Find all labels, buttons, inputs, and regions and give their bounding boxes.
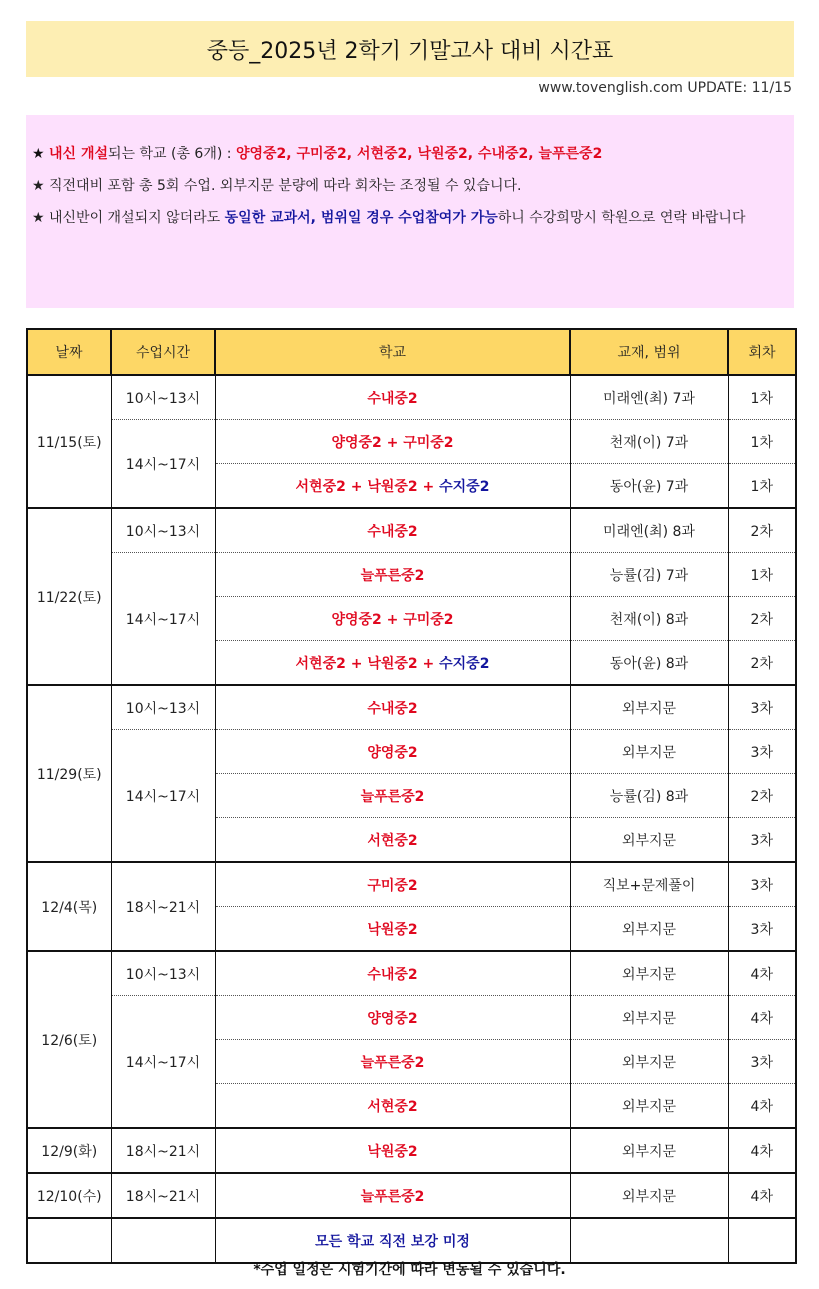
round-cell: 2차 (728, 597, 796, 641)
school-name: 수지중2 (439, 478, 490, 495)
table-row (27, 375, 796, 420)
notice-text: 되는 학교 (총 6개) : (108, 146, 236, 162)
time-cell: 14시~17시 (111, 730, 215, 863)
notice-text: ★ 내신반이 개설되지 않더라도 (32, 210, 225, 226)
round-cell: 3차 (728, 818, 796, 863)
book-cell: 미래엔(최) 8과 (570, 508, 728, 553)
school-cell (215, 464, 570, 509)
round-cell: 3차 (728, 862, 796, 907)
notice-text: 하니 수강희망시 학원으로 연락 바랍니다 (497, 210, 746, 226)
school-cell (215, 774, 570, 818)
book-cell: 미래엔(최) 7과 (570, 375, 728, 420)
school-cell (215, 862, 570, 907)
table-row (27, 951, 796, 996)
school-name: 서현중2 (367, 832, 418, 849)
table-row (27, 1128, 796, 1173)
notice-school-list: 양영중2, 구미중2, 서현중2, 낙원중2, 수내중2, 늘푸른중2 (235, 146, 603, 162)
time-cell (111, 1218, 215, 1263)
notice-box (26, 115, 794, 308)
notice-line-2: ★ 직전대비 포함 총 5회 수업. 외부지문 분량에 따라 회차는 조정될 수 있습니다. (32, 178, 522, 194)
school-cell (215, 508, 570, 553)
header-time: 수업시간 (111, 329, 215, 375)
school-cell (215, 818, 570, 863)
round-cell: 1차 (728, 375, 796, 420)
round-cell: 1차 (728, 553, 796, 597)
school-name: 늘푸른중2 (360, 1054, 425, 1071)
header-round: 회차 (728, 329, 796, 375)
round-cell: 3차 (728, 730, 796, 774)
book-cell: 외부지문 (570, 1084, 728, 1129)
book-cell: 외부지문 (570, 818, 728, 863)
table-row (27, 996, 796, 1040)
round-cell: 4차 (728, 1128, 796, 1173)
round-cell: 1차 (728, 420, 796, 464)
footnote: *수업 일정은 시험기간에 따라 변동될 수 있습니다. (253, 1262, 566, 1278)
school-name: 서현중2 (367, 1098, 418, 1115)
school-name: 수내중2 (367, 966, 418, 983)
table-row (27, 553, 796, 597)
book-cell: 직보+문제풀이 (570, 862, 728, 907)
date-cell: 11/29(토) (27, 685, 111, 862)
school-name: 늘푸른중2 (360, 567, 425, 584)
time-cell: 14시~17시 (111, 996, 215, 1129)
header-book: 교재, 범위 (570, 329, 728, 375)
time-cell: 14시~17시 (111, 420, 215, 509)
date-cell: 12/6(토) (27, 951, 111, 1128)
date-cell: 12/9(화) (27, 1128, 111, 1173)
book-cell: 외부지문 (570, 1173, 728, 1218)
book-cell (570, 1218, 728, 1263)
date-cell: 11/22(토) (27, 508, 111, 685)
time-cell: 10시~13시 (111, 508, 215, 553)
notice-line-3 (32, 209, 786, 227)
school-name: 늘푸른중2 (360, 788, 425, 805)
school-name: 양영중2 (367, 1010, 418, 1027)
book-cell: 동아(윤) 7과 (570, 464, 728, 509)
date-cell: 12/4(목) (27, 862, 111, 951)
round-cell: 3차 (728, 685, 796, 730)
round-cell: 4차 (728, 951, 796, 996)
date-cell: 11/15(토) (27, 375, 111, 508)
table-header-row (27, 329, 796, 375)
school-name: 수내중2 (367, 390, 418, 407)
site-update-text: www.tovenglish.com UPDATE: 11/15 (538, 80, 792, 96)
page-title: 중등_2025년 2학기 기말고사 대비 시간표 (206, 38, 614, 64)
school-cell (215, 907, 570, 952)
school-name: 수내중2 (367, 700, 418, 717)
table-row (27, 420, 796, 464)
book-cell: 외부지문 (570, 685, 728, 730)
round-cell: 2차 (728, 508, 796, 553)
time-cell: 10시~13시 (111, 951, 215, 996)
school-cell (215, 597, 570, 641)
round-cell: 1차 (728, 464, 796, 509)
school-cell (215, 1084, 570, 1129)
school-name: 낙원중2 (367, 921, 418, 938)
table-row (27, 862, 796, 907)
round-cell: 3차 (728, 1040, 796, 1084)
schedule-table (26, 328, 797, 1264)
time-cell: 14시~17시 (111, 553, 215, 686)
date-cell (27, 1218, 111, 1263)
time-cell: 10시~13시 (111, 685, 215, 730)
school-cell (215, 1040, 570, 1084)
table-row (27, 685, 796, 730)
school-name: 양영중2 + 구미중2 (331, 434, 454, 451)
table-row (27, 508, 796, 553)
header-date: 날짜 (27, 329, 111, 375)
star-icon: ★ (32, 146, 45, 162)
table-row (27, 730, 796, 774)
time-cell: 18시~21시 (111, 1173, 215, 1218)
book-cell: 능률(김) 8과 (570, 774, 728, 818)
time-cell: 18시~21시 (111, 1128, 215, 1173)
school-name: 수내중2 (367, 523, 418, 540)
book-cell: 외부지문 (570, 730, 728, 774)
title-banner (26, 21, 794, 77)
round-cell: 4차 (728, 996, 796, 1040)
time-cell: 10시~13시 (111, 375, 215, 420)
book-cell: 동아(윤) 8과 (570, 641, 728, 686)
school-name: 늘푸른중2 (360, 1188, 425, 1205)
school-cell (215, 730, 570, 774)
school-name: 양영중2 (367, 744, 418, 761)
notice-line-1 (32, 145, 786, 163)
book-cell: 천재(이) 8과 (570, 597, 728, 641)
book-cell: 외부지문 (570, 1128, 728, 1173)
school-cell (215, 1128, 570, 1173)
header-school: 학교 (215, 329, 570, 375)
school-cell (215, 996, 570, 1040)
school-cell (215, 951, 570, 996)
round-cell: 3차 (728, 907, 796, 952)
school-cell (215, 420, 570, 464)
school-cell (215, 375, 570, 420)
round-cell: 2차 (728, 641, 796, 686)
time-cell: 18시~21시 (111, 862, 215, 951)
school-name: 서현중2 + 낙원중2 + (295, 478, 440, 495)
notice-highlight: 동일한 교과서, 범위일 경우 수업참여가 가능 (224, 210, 498, 226)
school-cell (215, 1218, 570, 1263)
book-cell: 외부지문 (570, 907, 728, 952)
school-name: 서현중2 + 낙원중2 + (295, 655, 440, 672)
school-cell (215, 641, 570, 686)
book-cell: 능률(김) 7과 (570, 553, 728, 597)
round-cell: 4차 (728, 1173, 796, 1218)
table-row (27, 1218, 796, 1263)
round-cell: 2차 (728, 774, 796, 818)
round-cell: 4차 (728, 1084, 796, 1129)
school-name: 양영중2 + 구미중2 (331, 611, 454, 628)
table-row (27, 1173, 796, 1218)
school-cell (215, 685, 570, 730)
book-cell: 외부지문 (570, 1040, 728, 1084)
school-name: 낙원중2 (367, 1143, 418, 1160)
book-cell: 외부지문 (570, 996, 728, 1040)
school-cell (215, 1173, 570, 1218)
book-cell: 외부지문 (570, 951, 728, 996)
round-cell (728, 1218, 796, 1263)
date-cell: 12/10(수) (27, 1173, 111, 1218)
school-name: 수지중2 (439, 655, 490, 672)
school-cell (215, 553, 570, 597)
school-name: 구미중2 (367, 877, 418, 894)
book-cell: 천재(이) 7과 (570, 420, 728, 464)
notice-highlight: 내신 개설 (49, 146, 108, 162)
school-name: 모든 학교 직전 보강 미정 (315, 1233, 470, 1250)
